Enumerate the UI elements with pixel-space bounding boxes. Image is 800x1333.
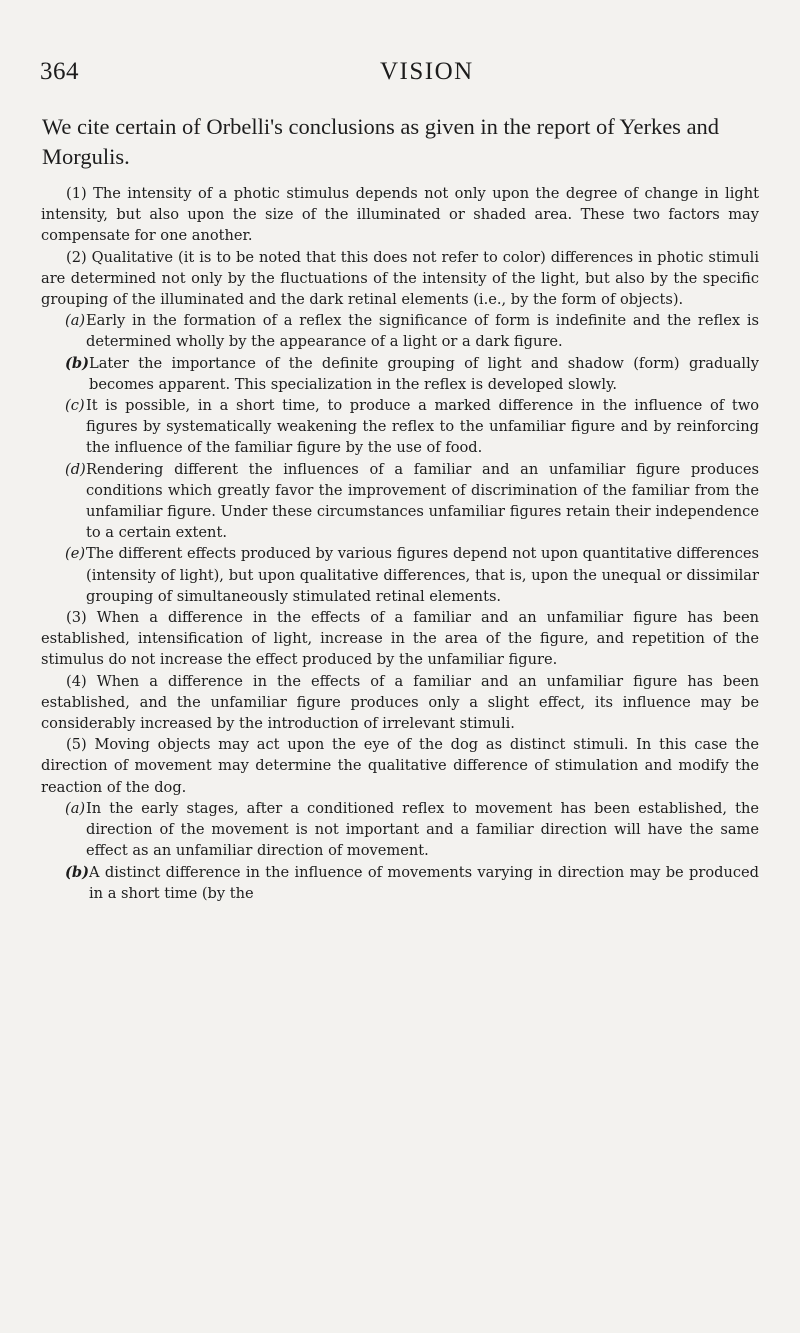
sub-point-label: (a)	[65, 312, 86, 330]
sub-point	[41, 310, 759, 352]
sub-point-text: Later the importance of the definite grouping of light and shadow (form) gradually becomes apparent. This specialization in the reflex is developed slowly.	[89, 354, 759, 393]
sub-point	[41, 543, 759, 607]
sub-point	[41, 862, 759, 904]
sub-point-label: (a)	[65, 799, 86, 817]
sub-point	[41, 459, 759, 544]
conclusions-list	[41, 183, 759, 904]
sub-point-label: (d)	[65, 460, 86, 478]
sub-point-text: Early in the formation of a reflex the significance of form is indefinite and the reflex is determined wholly by the appearance of a light or a dark figure.	[86, 312, 759, 351]
conclusion-paragraph: (5) Moving objects may act upon the eye of the dog as distinct stimuli. In this case the direction of movement may determine the qualitative difference of stimulation and modify the reaction of the dog.	[41, 736, 759, 796]
conclusion-paragraph: (3) When a difference in the effects of a familiar and an unfamiliar figure has been established, intensification of light, increase in the area of the figure, and repetition of the stimulus do not increase the effect produced by the unfamiliar figure.	[41, 609, 759, 669]
sub-point-label: (b)	[65, 863, 90, 881]
sub-point	[41, 798, 759, 862]
sub-point-label: (c)	[65, 397, 85, 415]
sub-point-label: (e)	[65, 545, 86, 563]
sub-point-text: A distinct difference in the influence of movements varying in direction may be produced in a short time (by the	[89, 863, 759, 902]
conclusion-paragraph: (1) The intensity of a photic stimulus depends not only upon the degree of change in light intensity, but also upon the size of the illuminated or shaded area. These two factors may compensate for one another.	[41, 185, 759, 245]
sub-point-text: In the early stages, after a conditioned reflex to movement has been established, the direction of the movement is not important and a familiar direction will have the same effect as an unfamiliar direction of movement.	[86, 799, 759, 860]
sub-point	[41, 395, 759, 459]
intro-paragraph: We cite certain of Orbelli's conclusions as given in the report of Yerkes and Morgulis.	[42, 114, 720, 169]
sub-point-text: The different effects produced by various figures depend not upon quantitative differences (intensity of light), but upon qualitative differences, that is, upon the unequal or dissimilar grouping of simultaneously stimulated retinal elements.	[86, 545, 759, 605]
page-number: 364	[40, 58, 79, 85]
page-header	[40, 58, 775, 92]
sub-point-text: It is possible, in a short time, to produce a marked difference in the influence of two figures by systematically weakening the reflex to the unfamiliar figure and by reinforcing the influence of the familiar figure by the use of food.	[86, 397, 759, 457]
running-head: VISION	[380, 58, 474, 85]
sub-point-label: (b)	[65, 354, 90, 372]
conclusion-paragraph: (2) Qualitative (it is to be noted that this does not refer to color) differences in photic stimuli are determined not only by the fluctuations of the intensity of the light, but also by the specific grouping of the illuminated and the dark retinal elements (i.e., by the form of objects).	[41, 248, 759, 309]
sub-point-text: Rendering different the influences of a familiar and an unfamiliar figure produces conditions which greatly favor the improvement of discrimination of the familiar from the unfamiliar figure. Under these circumstances unfamiliar figures retain their independence to a certain extent.	[86, 460, 759, 542]
sub-point	[41, 353, 759, 395]
conclusion-paragraph: (4) When a difference in the effects of a familiar and an unfamiliar figure has been established, and the unfamiliar figure produces only a slight effect, its influence may be considerably increased by the introduction of irrelevant stimuli.	[41, 672, 759, 733]
